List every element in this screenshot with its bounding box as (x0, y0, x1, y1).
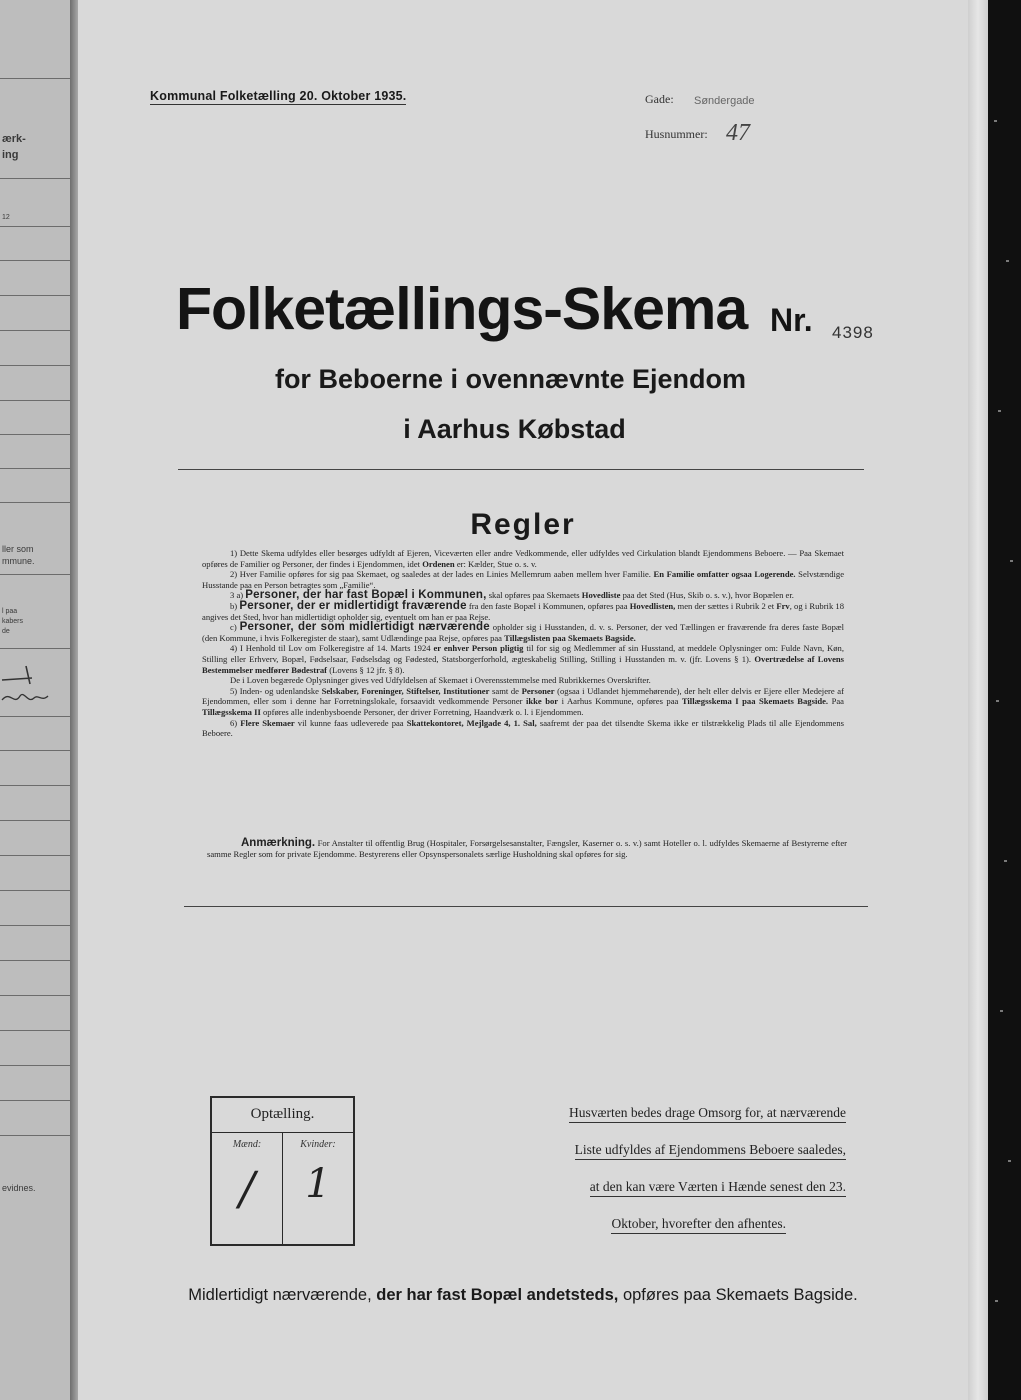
rules-heading: Regler (470, 508, 576, 541)
margin-fragment: de (2, 628, 10, 635)
margin-fragment: 12 (2, 214, 10, 221)
form-rule (0, 750, 70, 751)
form-subtitle-city: i Aarhus Købstad (403, 414, 626, 444)
book-gutter (70, 0, 78, 1400)
form-rule (0, 502, 70, 503)
remark-heading: Anmærkning. (241, 837, 316, 849)
notice-line: Husværten bedes drage Omsorg for, at nærværende (569, 1105, 846, 1123)
notice-line: at den kan være Værten i Hænde senest den 23. (590, 1179, 846, 1197)
rule-4: 4) I Henhold til Lov om Folkeregistre af 14. Marts 1924 er enhver Person pligtig til for sig og Medlemmer af sin Husstand, at meddele Oplysninger om: Fulde Navn, Køn, Stilling eller Erhverv, Bopæl, Fødselsaar, Fødselsdag og Fødested, Statsborgerforhold, ægteskabelig Stilling, Stilling i Husstanden m. v. (jfr. Lovens § 1). Overtrædelse af Lovens Bestemmelser medfører Bødestraf (Lovens § 12 jfr. § 8). (202, 643, 845, 675)
form-rule (0, 890, 70, 891)
rule-3c: c) Personer, der som midlertidigt nærværende opholder sig i Husstanden, d. v. s. Personer, der ved Tællingen er fraværende fra deres faste Bopæl (den Kommune, i hvis Folkeregister de staar), samt Udlændinge paa Rejse, opføres paa Tillægslisten paa Skemaets Bagside. (202, 621, 845, 643)
rule-4b: De i Loven begærede Oplysninger gives ved Udfyldelsen af Skemaet i Overensstemmelse med Rubrikkernes Overskrifter. (230, 675, 651, 686)
rule-1: 1) Dette Skema udfyldes eller besørges udfyldt af Ejeren, Viceværten eller andre Vedkommende, eller udfyldes ved Cirkulation blandt Ejendommens Beboere. — Paa Skemaet opføres de Familier og Personer, der findes i Ejendommen, idet Ordenen er: Kælder, Stue o. s. v. (202, 548, 844, 569)
notice-line: Liste udfyldes af Ejendommens Beboere saaledes, (575, 1142, 846, 1160)
form-rule (0, 785, 70, 786)
form-rule (0, 330, 70, 331)
rule-3b: b) Personer, der er midlertidigt fraværende fra den faste Bopæl i Kommunen, opføres paa Hovedlisten, men der sættes i Rubrik 2 et Frv, og i Rubrik 18 angives det Sted, hvor han midlertidigt opholder sig, eventuelt om han er paa Rejse. (202, 599, 845, 622)
rule-3a: 3 a) Personer, der har fast Bopæl i Kommunen, skal opføres paa Skemaets Hovedliste paa det Sted (Hus, Skib o. s. v.), hvor Bopælen er. (230, 589, 794, 602)
form-rule (0, 1135, 70, 1136)
remark-text: For Anstalter til offentlig Brug (Hospitaler, Forsørgelsesanstalter, Fængsler, Kaserner o. s. v.) samt Hoteller o. l. udfyldes Skemaerne af Bestyrerne efter samme Regler som for private Ejendomme. Bestyrerens eller Opsynspersonalets særlige Husholdning skal opføres for sig. (207, 838, 847, 859)
form-subtitle: for Beboerne i ovennævnte Ejendom (274, 364, 747, 394)
rule-6: 6) Flere Skemaer vil kunne faas udleverede paa Skattekontoret, Mejlgade 4, 1. Sal, saafremt der paa det tilsendte Skema ikke er tilstrækkelig Plads til alle Ejendommens Beboere. (202, 717, 845, 739)
margin-fragment: ller som (2, 544, 34, 554)
margin-fragment: l paa (2, 608, 18, 615)
census-header-title: Kommunal Folketælling 20. Oktober 1935. (150, 89, 407, 103)
form-rule (0, 295, 70, 296)
rules-text (202, 548, 844, 739)
landlord-notice (510, 1094, 846, 1242)
notice-line: Oktober, hvorefter den afhentes. (611, 1216, 786, 1234)
margin-fragment: kabers (2, 618, 24, 625)
remark-paragraph (207, 838, 847, 860)
margin-fragment: evidnes. (2, 1183, 36, 1193)
women-label: Kvinder: (300, 1139, 336, 1150)
facing-page-left (0, 0, 72, 1400)
tally-columns (212, 1132, 353, 1245)
handwriting-mark (0, 660, 70, 710)
tally-box (210, 1096, 355, 1246)
men-label: Mænd: (232, 1139, 262, 1150)
margin-fragment: ing (2, 149, 19, 161)
form-rule (0, 1030, 70, 1031)
form-rule (0, 1065, 70, 1066)
divider (184, 906, 868, 907)
form-rule (0, 78, 70, 79)
form-title: Folketællings-Skema (176, 276, 748, 342)
tally-title: Optælling. (250, 1106, 315, 1122)
margin-fragment: ærk- (2, 133, 26, 145)
footer-instruction: Midlertidigt nærværende, der har fast Bopæl andetsteds, opføres paa Skemaets Bagside. (188, 1286, 858, 1304)
form-rule (0, 178, 70, 179)
women-count: 1 (305, 1161, 331, 1207)
rule-2: 2) Hver Familie opføres for sig paa Skemaet, og saaledes at der lades en Linies Mellemrum aaben mellem hver Familie. En Familie omfatter ogsaa Logerende. Selvstændige Husstande paa en Person betragtes som „Familie“. (202, 569, 845, 590)
form-number-label: Nr. (770, 302, 813, 338)
form-rule (0, 820, 70, 821)
divider (178, 469, 864, 470)
form-rule (0, 226, 70, 227)
form-rule (0, 1100, 70, 1101)
house-number-value: 47 (726, 120, 750, 146)
form-rule (0, 260, 70, 261)
form-rule (0, 855, 70, 856)
rule-5: 5) Inden- og udenlandske Selskaber, Foreninger, Stiftelser, Institutioner samt de Personer (ogsaa i Udlandet hjemmehørende), der helt eller delvis er Ejere eller Medejere af Ejendommen, eller som i denne har Forretningslokale, forsaavidt vedkommende Personer ikke bor i Aarhus Kommune, opføres paa Tillægsskema I paa Skemaets Bagside. Paa Tillægsskema II opføres alle indenbysboende Personer, der driver Forretning, Haandværk o. l. i Ejendommen. (202, 685, 844, 717)
street-label: Gade: (645, 92, 674, 106)
margin-fragment: mmune. (2, 556, 35, 566)
form-number-value: 4398 (832, 323, 874, 342)
men-count: / (239, 1161, 255, 1215)
form-rule (0, 468, 70, 469)
form-rule (0, 716, 70, 717)
form-rule (0, 574, 70, 575)
form-rule (0, 925, 70, 926)
book-binding (988, 0, 1021, 1400)
house-number-label: Husnummer: (645, 127, 708, 141)
form-rule (0, 400, 70, 401)
form-rule (0, 995, 70, 996)
form-rule (0, 648, 70, 649)
street-value: Søndergade (694, 95, 755, 107)
form-rule (0, 960, 70, 961)
page-edge (968, 0, 988, 1400)
